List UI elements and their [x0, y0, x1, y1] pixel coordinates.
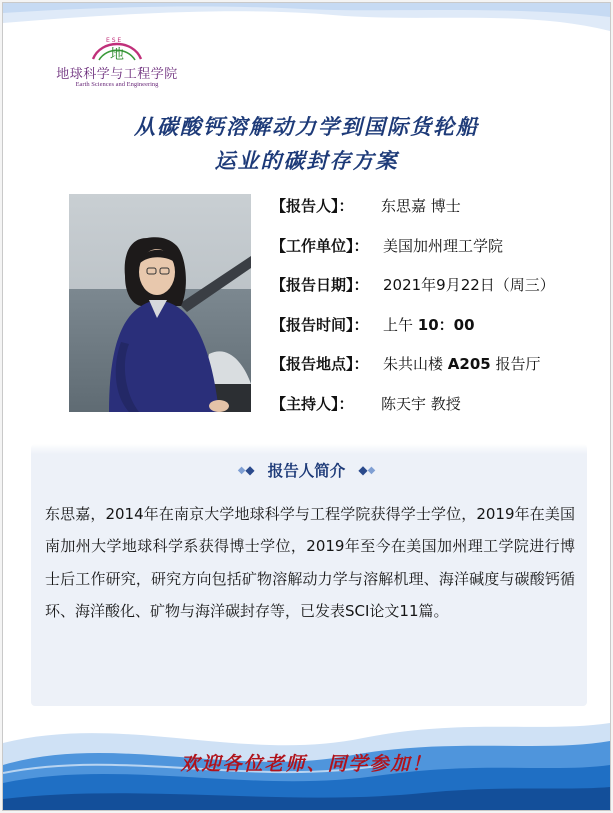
diamond-right-icon: ◆	[358, 463, 368, 477]
bio-panel-fade	[31, 444, 587, 454]
date-value: 2021年9月22日（周三）	[383, 276, 555, 294]
place-label: 【报告地点】：	[271, 355, 369, 373]
detail-speaker	[271, 191, 601, 231]
place-suffix: 报告厅	[490, 355, 541, 373]
unit-label: 【工作单位】：	[271, 236, 369, 255]
date-label: 【报告日期】：	[271, 276, 369, 294]
unit-value: 美国加州理工学院	[383, 236, 504, 255]
host-label: 【主持人】：	[271, 394, 354, 413]
time-value-group	[383, 314, 475, 335]
school-logo	[47, 33, 187, 93]
diamond-right-light-icon: ◆	[367, 464, 376, 476]
speaker-photo	[69, 194, 251, 412]
page-title-line2: 运业的碳封存方案	[214, 148, 399, 173]
logo-glyph: 地	[110, 47, 124, 63]
page-title-line1: 从碳酸钙溶解动力学到国际货轮船	[134, 114, 479, 139]
bio-heading	[3, 459, 610, 481]
diamond-left-icon: ◆	[245, 463, 255, 477]
place-room: A205	[447, 355, 491, 373]
detail-time	[271, 310, 601, 350]
logo-letters: E S E	[106, 37, 122, 44]
speaker-value: 东思嘉 博士	[381, 197, 461, 215]
speaker-label: 【报告人】：	[271, 197, 354, 215]
detail-date	[271, 270, 601, 310]
place-value-group	[383, 353, 540, 374]
bio-heading-text: 报告人简介	[267, 462, 346, 480]
footer-welcome: 欢迎各位老师、同学参加！	[180, 753, 433, 775]
diamond-left-light-icon: ◆	[237, 464, 246, 476]
time-label: 【报告时间】：	[271, 315, 369, 334]
logo-emblem-icon	[87, 33, 147, 63]
time-prefix: 上午	[383, 315, 418, 334]
place-prefix: 朱共山楼	[383, 355, 448, 373]
bio-text: 东思嘉，2014年在南京大学地球科学与工程学院获得学士学位，2019年在美国南加州大学地球科学系获得博士学位，2019年至今在美国加州理工学院进行博士后工作研究，研究方向包括矿物溶解动力学与溶解机理、海洋碱度与碳酸钙循环、海洋酸化、矿物与海洋碳封存等，已发表SCI论文11篇。	[45, 505, 575, 621]
time-value: 10：00	[417, 315, 475, 334]
poster	[2, 2, 611, 811]
host-value: 陈天宇 教授	[381, 394, 461, 413]
logo-name-cn: 地球科学与工程学院	[56, 67, 178, 82]
detail-unit	[271, 231, 601, 271]
detail-place	[271, 349, 601, 389]
logo-name-en: Earth Sciences and Engineering	[75, 81, 159, 88]
report-details	[271, 191, 601, 428]
detail-host	[271, 389, 601, 429]
